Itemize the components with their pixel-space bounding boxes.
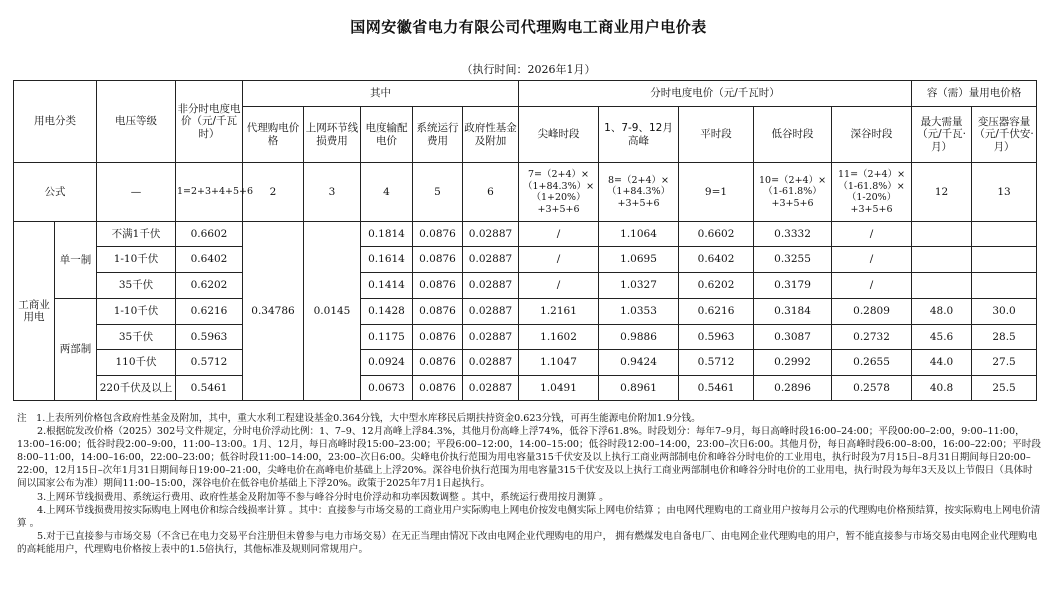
subcategory-two-part: 两部制 (55, 299, 97, 401)
price-table (13, 80, 1037, 401)
transmission-cell: 0.1428 (361, 299, 413, 325)
system-fee-cell: 0.0876 (413, 376, 463, 401)
non-tou-cell: 0.6402 (176, 247, 243, 273)
header-system-fee: 系统运行费用 (413, 107, 463, 163)
formula-row (14, 163, 1037, 222)
notes-section (17, 412, 1042, 556)
transmission-cell: 0.1614 (361, 247, 413, 273)
table-row (14, 299, 1037, 325)
note-4: 4.上网环节线损费用按实际购电上网电价和综合线损率计算 。其中：直接参与市场交易的工商业用户实际购电上网电价按发电侧实际上网电价结算 ；由电网代理购电的工商业用户按每月公示的代理购电价格预结算，按实际购电上网电价清算 。 (17, 504, 1041, 529)
valley-cell: 0.3179 (754, 273, 832, 299)
non-tou-cell: 0.6216 (176, 299, 243, 325)
max-demand-cell: 44.0 (912, 350, 972, 376)
transformer-cell: 25.5 (972, 376, 1037, 401)
header-grid-loss: 上网环节线损费用 (304, 107, 361, 163)
formula-voltage: — (97, 163, 176, 222)
header-capacity-group: 容（需）量用电价格 (912, 81, 1037, 107)
header-peak-period: 1、7-9、12月高峰 (599, 107, 679, 163)
transformer-cell: 30.0 (972, 299, 1037, 325)
max-demand-cell: 45.6 (912, 325, 972, 350)
flat-cell: 0.6202 (679, 273, 754, 299)
max-demand-cell (912, 222, 972, 247)
transformer-cell: 28.5 (972, 325, 1037, 350)
system-fee-cell: 0.0876 (413, 273, 463, 299)
transformer-cell (972, 222, 1037, 247)
deep-valley-cell: 0.2655 (832, 350, 912, 376)
transmission-cell: 0.1175 (361, 325, 413, 350)
max-demand-cell: 40.8 (912, 376, 972, 401)
header-agency-price: 代理购电价格 (243, 107, 304, 163)
header-sharp-period: 尖峰时段 (519, 107, 599, 163)
non-tou-cell: 0.5461 (176, 376, 243, 401)
gov-fund-cell: 0.02887 (463, 325, 519, 350)
peak-cell: 1.0695 (599, 247, 679, 273)
note-2: 2.根据皖发改价格（2025）302号文件规定，分时电价浮动比例：1、7–9、12月高峰上浮84.3%，其他月份高峰上浮74%，低谷下浮61.8%。时段划分：每年7–9月，每日高峰时段16:00–24:00；平段00:00–2:00，9:00–11:00，13:00–16:00；低谷时段2:00–9:00，11:00–13:00。1月、12月，每日高峰时段15:00–23:00；平段6:00–12:00，14:00–15:00；低谷时段12:00–14:00，23:00–次日6:00。其他月份，每日高峰时段6:00–8:00，16:00–22:00；平时段8:00–11:00，14:00–16:00，22:00–23:00；低谷时段11:00–14:00，23:00–次日6:00。尖峰电价执行范围为用电容量315千伏安及以上执行工商业两部制电价和峰谷分时电价的工业用电，执行时段为7月15日–8月31日期间每日20:00–22:00，12月15日–次年1月31日期间每日19:00–21:00，尖峰电价在高峰电价基础上上浮20%。深谷电价执行范围为用电容量315千伏安及以上执行工商业两部制电价和峰谷分时电价的工业用电，执行时段为每年3天及以上节假日（具体时间以国家公布为准）期间11:00–15:00，深谷电价在低谷电价基础上下浮20%。政策于2025年7月1日起执行。 (17, 426, 1041, 490)
gov-fund-cell: 0.02887 (463, 299, 519, 325)
peak-cell: 0.8961 (599, 376, 679, 401)
voltage-cell: 35千伏 (97, 273, 176, 299)
table-row (14, 273, 1037, 299)
deep-valley-cell: 0.2732 (832, 325, 912, 350)
deep-valley-cell: / (832, 273, 912, 299)
valley-cell: 0.3184 (754, 299, 832, 325)
formula-transformer: 13 (972, 163, 1037, 222)
formula-label: 公式 (14, 163, 97, 222)
header-among: 其中 (243, 81, 519, 107)
formula-non-tou: 1=2+3+4+5+6 (176, 163, 243, 222)
note-5: 5.对于已直接参与市场交易（不含已在电力交易平台注册但未曾参与电力市场交易）在无正当理由情况下改由电网企业代理购电的用户， 拥有燃煤发电自备电厂、由电网企业代理购电的用户，暂不能直接参与市场交易由电网企业代理购电的高耗能用户，代理购电价格按上表中的1.5倍执行，其他标准及规则同常规用户。 (17, 530, 1038, 555)
formula-valley: 10=（2+4）×（1-61.8%）+3+5+6 (754, 163, 832, 222)
max-demand-cell (912, 273, 972, 299)
table-row (14, 376, 1037, 401)
transmission-cell: 0.0924 (361, 350, 413, 376)
header-valley-period: 低谷时段 (754, 107, 832, 163)
system-fee-cell: 0.0876 (413, 222, 463, 247)
flat-cell: 0.6402 (679, 247, 754, 273)
formula-sharp: 7=（2+4）×（1+84.3%）×（1+20%）+3+5+6 (519, 163, 599, 222)
voltage-cell: 不满1千伏 (97, 222, 176, 247)
sharp-cell: 1.1047 (519, 350, 599, 376)
formula-col-4: 4 (361, 163, 413, 222)
formula-max-demand: 12 (912, 163, 972, 222)
flat-cell: 0.6602 (679, 222, 754, 247)
flat-cell: 0.5963 (679, 325, 754, 350)
system-fee-cell: 0.0876 (413, 350, 463, 376)
system-fee-cell: 0.0876 (413, 325, 463, 350)
subcategory-single-part: 单一制 (55, 222, 97, 299)
gov-fund-cell: 0.02887 (463, 247, 519, 273)
deep-valley-cell: 0.2809 (832, 299, 912, 325)
execution-date: （执行时间：2026年1月） (461, 63, 596, 76)
table-row (14, 350, 1037, 376)
flat-cell: 0.5712 (679, 350, 754, 376)
header-max-demand: 最大需量（元/千瓦·月） (912, 107, 972, 163)
peak-cell: 1.0353 (599, 299, 679, 325)
non-tou-cell: 0.5963 (176, 325, 243, 350)
formula-col-6: 6 (463, 163, 519, 222)
sharp-cell: 1.0491 (519, 376, 599, 401)
max-demand-cell (912, 247, 972, 273)
gov-fund-cell: 0.02887 (463, 376, 519, 401)
header-gov-fund: 政府性基金及附加 (463, 107, 519, 163)
peak-cell: 1.1064 (599, 222, 679, 247)
valley-cell: 0.3087 (754, 325, 832, 350)
voltage-cell: 1-10千伏 (97, 247, 176, 273)
transformer-cell (972, 247, 1037, 273)
deep-valley-cell: 0.2578 (832, 376, 912, 401)
valley-cell: 0.3332 (754, 222, 832, 247)
header-flat-period: 平时段 (679, 107, 754, 163)
non-tou-cell: 0.5712 (176, 350, 243, 376)
header-deep-valley-period: 深谷时段 (832, 107, 912, 163)
header-non-tou-price: 非分时电度电价（元/千瓦时） (176, 81, 243, 163)
voltage-cell: 35千伏 (97, 325, 176, 350)
category-industrial-commercial: 工商业用电 (14, 222, 55, 401)
sharp-cell: 1.2161 (519, 299, 599, 325)
max-demand-cell: 48.0 (912, 299, 972, 325)
system-fee-cell: 0.0876 (413, 247, 463, 273)
header-category: 用电分类 (14, 81, 97, 163)
table-row (14, 247, 1037, 273)
header-transmission-price: 电度输配电价 (361, 107, 413, 163)
voltage-cell: 110千伏 (97, 350, 176, 376)
note-1: 注 1.上表所列价格包含政府性基金及附加，其中，重大水利工程建设基金0.364分钱，大中型水库移民后期扶持资金0.623分钱，可再生能源电价附加1.9分钱。 (17, 413, 701, 424)
transmission-cell: 0.0673 (361, 376, 413, 401)
transformer-cell (972, 273, 1037, 299)
peak-cell: 0.9886 (599, 325, 679, 350)
note-3: 3.上网环节线损费用、系统运行费用、政府性基金及附加等不参与峰谷分时电价浮动和功率因数调整 。其中，系统运行费用按月测算 。 (37, 491, 609, 503)
non-tou-cell: 0.6202 (176, 273, 243, 299)
valley-cell: 0.2896 (754, 376, 832, 401)
gov-fund-cell: 0.02887 (463, 273, 519, 299)
formula-peak: 8=（2+4）×（1+84.3%）+3+5+6 (599, 163, 679, 222)
transmission-cell: 0.1414 (361, 273, 413, 299)
transformer-cell: 27.5 (972, 350, 1037, 376)
peak-cell: 0.9424 (599, 350, 679, 376)
grid-loss-cell: 0.0145 (304, 222, 361, 401)
valley-cell: 0.2992 (754, 350, 832, 376)
sharp-cell: / (519, 247, 599, 273)
header-voltage: 电压等级 (97, 81, 176, 163)
sharp-cell: 1.1602 (519, 325, 599, 350)
formula-col-2: 2 (243, 163, 304, 222)
header-transformer-capacity: 变压器容量（元/千伏安·月） (972, 107, 1037, 163)
transmission-cell: 0.1814 (361, 222, 413, 247)
voltage-cell: 220千伏及以上 (97, 376, 176, 401)
non-tou-cell: 0.6602 (176, 222, 243, 247)
flat-cell: 0.6216 (679, 299, 754, 325)
flat-cell: 0.5461 (679, 376, 754, 401)
sharp-cell: / (519, 222, 599, 247)
gov-fund-cell: 0.02887 (463, 350, 519, 376)
formula-flat: 9=1 (679, 163, 754, 222)
gov-fund-cell: 0.02887 (463, 222, 519, 247)
table-row (14, 325, 1037, 350)
sharp-cell: / (519, 273, 599, 299)
system-fee-cell: 0.0876 (413, 299, 463, 325)
deep-valley-cell: / (832, 222, 912, 247)
voltage-cell: 1-10千伏 (97, 299, 176, 325)
formula-col-3: 3 (304, 163, 361, 222)
peak-cell: 1.0327 (599, 273, 679, 299)
valley-cell: 0.3255 (754, 247, 832, 273)
page-title: 国网安徽省电力有限公司代理购电工商业用户电价表 (350, 18, 707, 36)
header-tou-group: 分时电度电价（元/千瓦时） (519, 81, 912, 107)
formula-deep-valley: 11=（2+4）×（1-61.8%）×（1-20%）+3+5+6 (832, 163, 912, 222)
formula-col-5: 5 (413, 163, 463, 222)
deep-valley-cell: / (832, 247, 912, 273)
agency-price-cell: 0.34786 (243, 222, 304, 401)
table-row (14, 222, 1037, 247)
